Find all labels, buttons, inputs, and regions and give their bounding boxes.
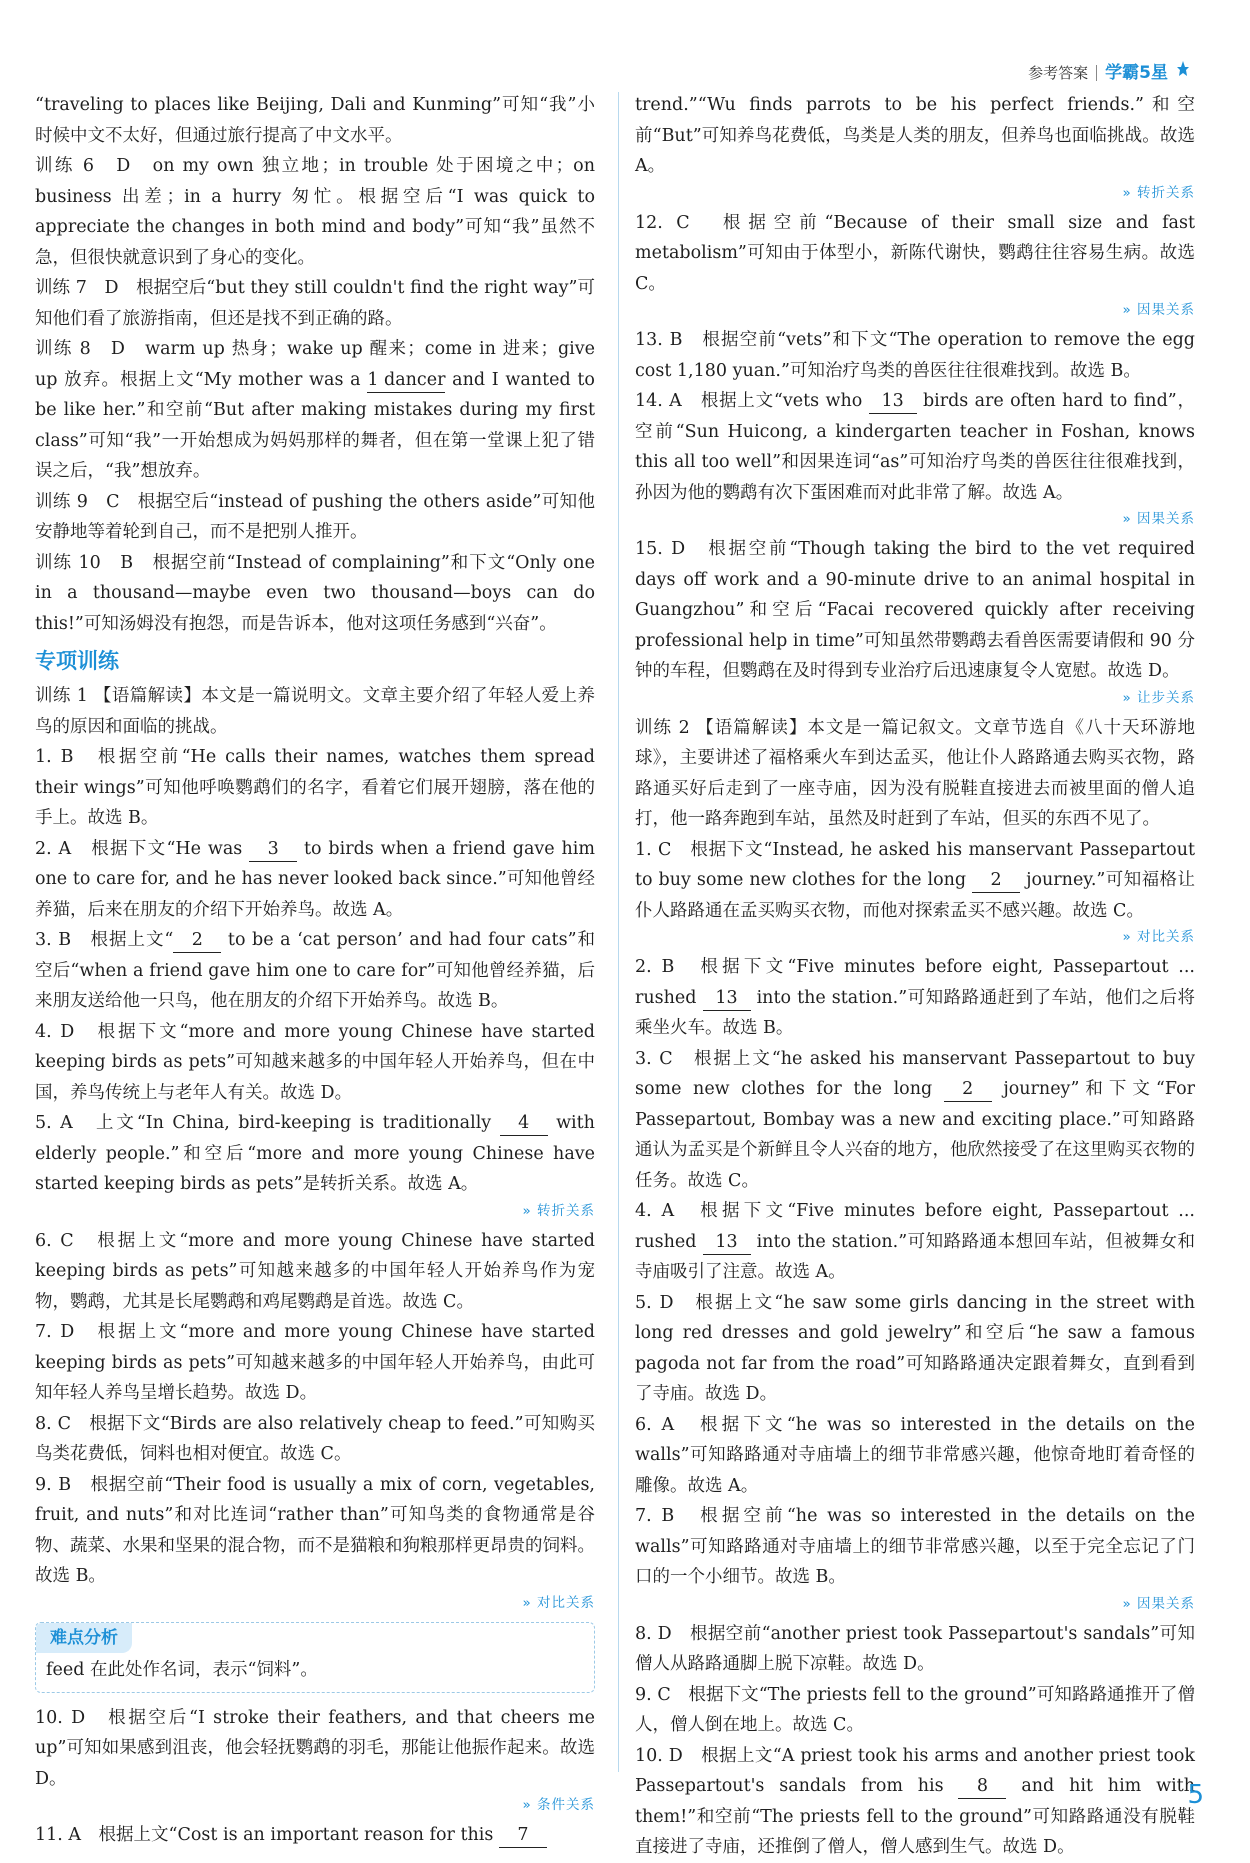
answer-item: 训练 7 D 根据空后“but they still couldn't find the right way”可知他们看了旅游指南，但还是找不到正确的路。 — [35, 278, 595, 329]
blank-reference: 13 — [869, 389, 917, 414]
relation-tag-text: 因果关系 — [1137, 511, 1195, 527]
blank-reference: 7 — [499, 1823, 547, 1848]
answer-item: 4. D 根据下文“more and more young Chinese have started keeping birds as pets”可知越来越多的中国年轻人开始养鸟，但在中国，养鸟传统上与老年人有关。故选 D。 — [35, 1021, 595, 1103]
right-column — [635, 90, 1195, 1863]
header-separator — [1096, 65, 1097, 81]
blank-reference: 2 — [972, 868, 1020, 893]
answer-item: 8. C 根据下文“Birds are also relatively cheap to feed.”可知购买鸟类花费低，饲料也相对便宜。故选 C。 — [35, 1413, 595, 1464]
answer-item: 训练 10 B 根据空前“Instead of complaining”和下文“Only one in a thousand—maybe even two thousand—boys can do this!”可知汤姆没有抱怨，而是告诉本，他对这项任务感到“兴奋”。 — [35, 552, 595, 634]
relation-tag-text: 让步关系 — [1137, 689, 1195, 706]
relation-tag: » 让步关系 — [1122, 689, 1195, 706]
answer-item: 训练 9 C 根据空后“instead of pushing the others aside”可知他安静地等着轮到自己，而不是把别人推开。 — [35, 491, 595, 542]
blank-reference: 1 dancer — [367, 368, 445, 393]
answer-item — [635, 1741, 1195, 1863]
answer-text: and hit him with them!”和空前“The priests fell to the ground”可知路路通没有脱鞋直接进了寺庙，还推倒了僧人，僧人感到生气。故选 D。 — [635, 1776, 1195, 1857]
relation-tag-text: 因果关系 — [1137, 1595, 1195, 1612]
answer-item — [635, 1196, 1195, 1288]
blank-reference: 3 — [249, 837, 297, 862]
answer-text: to be a ‘cat person’ and had four cats”和空后“when a friend gave him one to care for”可知他曾经养猫，后来朋友送给他一只鸟，他在朋友的介绍下开始养鸟。故选 B。 — [35, 930, 595, 1011]
answer-label: 参考答案 — [1028, 64, 1089, 82]
answer-item: 6. A 根据下文“he was so interested in the details on the walls”可知路路通对寺庙墙上的细节非常感兴趣，他惊奇地盯着奇怪的雕像。故选 A。 — [635, 1414, 1195, 1496]
relation-tag-text: 对比关系 — [1137, 929, 1195, 945]
answer-item: 9. C 根据下文“The priests fell to the ground”可知路路通推开了僧人，僧人倒在地上。故选 C。 — [635, 1684, 1195, 1735]
answer-text: 训练 8 D warm up 热身；wake up 醒来；come in 进来；give up 放弃。根据上文“My mother was a — [35, 339, 595, 390]
passage-summary: 训练 1 【语篇解读】本文是一篇说明文。文章主要介绍了年轻人爱上养鸟的原因和面临的挑战。 — [35, 686, 595, 737]
answer-item: 5. D 根据上文“he saw some girls dancing in the street with long red dresses and gold jewelry”和空后“he saw a famous pagoda not far from the road”可知路路通决定跟着舞女，直到看到了寺庙。故选 D。 — [635, 1292, 1195, 1404]
answer-text: 3. C 根据上文“he asked his manservant Passepartout to buy some new clothes for the long — [635, 1048, 1195, 1099]
relation-tag: » 对比关系 — [522, 1594, 595, 1611]
relation-tag: » 条件关系 — [522, 1797, 595, 1813]
answer-item: 12. C 根据空前“Because of their small size and fast metabolism”可知由于体型小，新陈代谢快，鹦鹉往往容易生病。故选 C。 — [635, 212, 1195, 294]
blank-reference: 13 — [703, 986, 751, 1011]
note-body: feed 在此处作名词，表示“饲料”。 — [46, 1660, 318, 1680]
answer-text: to birds when a friend gave him one to care for, and he has never looked back since.”可知他曾经养猫，后来在朋友的介绍下开始养鸟。故选 A。 — [35, 838, 595, 920]
passage-summary: 训练 2 【语篇解读】本文是一篇记叙文。文章节选自《八十天环游地球》，主要讲述了福格乘火车到达孟买，他让仆人路路通去购买衣物，路路通买好后走到了一座寺庙，因为没有脱鞋直接进去而被里面的僧人追打，他一路奔跑到车站，虽然及时赶到了车站，但买的东西不见了。 — [635, 717, 1195, 829]
answer-text: 1. C 根据下文“Instead, he asked his manservant Passepartout to buy some new clothes for the long — [635, 839, 1195, 890]
blank-reference: 2 — [173, 928, 221, 953]
answer-text: and I wanted to be like her.”和空前“But after making mistakes during my first class”可知“我”一开始想成为妈妈那样的舞者，但在第一堂课上犯了错误之后，“我”想放弃。 — [35, 369, 595, 481]
answer-item — [635, 835, 1195, 927]
answer-text: birds are often hard to find”，空前“Sun Huicong, a kindergarten teacher in Foshan, knows this all too well”和因果连词“as”可知治疗鸟类的兽医往往很难找到，孙因为他的鹦鹉有次下蛋困难而对此非常了解。故选 A。 — [635, 391, 1195, 503]
answer-item: 9. B 根据空前“Their food is usually a mix of corn, vegetables, fruit, and nuts”和对比连词“rather than”可知鸟类的食物通常是谷物、蔬菜、水果和坚果的混合物，而不是猫粮和狗粮那样更昂贵的饲料。故选 B。 — [35, 1474, 595, 1586]
answer-text: with elderly people.”和空后“more and more young Chinese have started keeping birds as pets”是转折关系。故选 A。 — [35, 1113, 595, 1194]
relation-tag: » 转折关系 — [522, 1202, 595, 1219]
answer-text: 11. A 根据上文“Cost is an important reason for this — [35, 1825, 494, 1845]
relation-tag-text: 对比关系 — [537, 1594, 595, 1611]
relation-tag: » 对比关系 — [1122, 929, 1195, 945]
answer-item: 8. D 根据空前“another priest took Passepartout's sandals”可知僧人从路路通脚上脱下凉鞋。故选 D。 — [635, 1623, 1195, 1674]
answer-text: 14. A 根据上文“vets who — [635, 391, 863, 411]
answer-item: 训练 6 D on my own 独立地；in trouble 处于困境之中；on business 出差；in a hurry 匆忙。根据空后“I was quick to appreciate the changes in both mind and body”可知“我”虽然不急，但很快就意识到了身心的变化。 — [35, 156, 595, 268]
relation-tag: » 转折关系 — [1122, 184, 1195, 201]
left-column — [35, 90, 595, 1851]
answer-text: 4. A 根据下文“Five minutes before eight, Passepartout ... rushed — [635, 1201, 1195, 1252]
relation-tag-text: 因果关系 — [1137, 302, 1195, 318]
answer-item — [35, 334, 595, 487]
blank-reference: 4 — [500, 1111, 548, 1136]
answer-item — [35, 834, 595, 926]
answer-text: into the station.”可知路路通赶到了车站，他们之后将乘坐火车。故选 B。 — [635, 987, 1195, 1038]
answer-item: 1. B 根据空前“He calls their names, watches them spread their wings”可知他呼唤鹦鹉们的名字，看着它们展开翅膀，落在他的手上。故选 B。 — [35, 747, 595, 828]
blank-reference: 13 — [703, 1230, 751, 1255]
relation-tag-text: 条件关系 — [537, 1797, 595, 1813]
paragraph: “traveling to places like Beijing, Dali and Kunming”可知“我”小时候中文不太好，但通过旅行提高了中文水平。 — [35, 95, 595, 146]
answer-item: trend.”“Wu finds parrots to be his perfect friends.”和空前“But”可知养鸟花费低，鸟类是人类的朋友，但养鸟也面临挑战。故选 A。 — [635, 95, 1195, 176]
answer-text: 3. B 根据上文“ — [35, 930, 174, 950]
answer-text: 10. D 根据上文“A priest took his arms and another priest took Passepartout's sandals from his — [635, 1745, 1195, 1796]
section-title: 专项训练 — [35, 649, 119, 673]
page-header — [1028, 58, 1190, 89]
answer-text: journey”和下文“For Passepartout, Bombay was a new and exciting place.”可知路路通认为孟买是个新鲜且令人兴奋的地方，他欣然接受了在这里购买衣物的任务。故选 C。 — [635, 1079, 1195, 1191]
answer-item — [635, 1044, 1195, 1197]
answer-text: 5. A 上文“In China, bird-keeping is traditionally — [35, 1113, 492, 1133]
relation-tag-text: 转折关系 — [1137, 184, 1195, 201]
answer-item: 10. D 根据空后“I stroke their feathers, and that cheers me up”可知如果感到沮丧，他会轻抚鹦鹉的羽毛，那能让他振作起来。故选 D。 — [35, 1707, 595, 1789]
relation-tag: » 因果关系 — [1122, 1595, 1195, 1612]
answer-text: 2. A 根据下文“He was — [35, 838, 243, 859]
answer-text: journey.”可知福格让仆人路路通在孟买购买衣物，而他对探索孟买不感兴趣。故选 C。 — [635, 870, 1195, 921]
star-badge-icon — [1176, 58, 1190, 89]
answer-item: 7. D 根据上文“more and more young Chinese have started keeping birds as pets”可知越来越多的中国年轻人开始养鸟，由此可知年轻人养鸟呈增长趋势。故选 D。 — [35, 1322, 595, 1403]
answer-text: into the station.”可知路路通本想回车站，但被舞女和寺庙吸引了注意。故选 A。 — [635, 1231, 1195, 1282]
difficulty-note — [35, 1622, 595, 1693]
answer-item: 15. D 根据空前“Though taking the bird to the vet required days off work and a 90-minute drive to an animal hospital in Guangzhou”和空后“Facai recovered quickly after receiving professional help in time”可知虽然带鹦鹉去看兽医需要请假和 90 分钟的车程，但鹦鹉在及时得到专业治疗后迅速康复令人宽慰。故选 D。 — [635, 539, 1195, 681]
answer-item — [635, 386, 1195, 508]
relation-tag: » 因果关系 — [1122, 511, 1195, 527]
relation-tag: » 因果关系 — [1122, 302, 1195, 318]
answer-item: 13. B 根据空前“vets”和下文“The operation to remove the egg cost 1,180 yuan.”可知治疗鸟类的兽医往往很难找到。故选 B。 — [635, 330, 1195, 381]
blank-reference: 8 — [958, 1774, 1006, 1799]
answer-item: 7. B 根据空前“he was so interested in the details on the walls”可知路路通对寺庙墙上的细节非常感兴趣，以至于完全忘记了门口的一个小细节。故选 B。 — [635, 1506, 1195, 1587]
blank-reference: 2 — [944, 1077, 992, 1102]
page-number: 5 — [1187, 1779, 1204, 1810]
answer-item — [35, 1108, 595, 1200]
column-divider — [618, 92, 619, 1772]
brand-name: 学霸5星 — [1105, 63, 1168, 83]
answer-item: 6. C 根据上文“more and more young Chinese have started keeping birds as pets”可知越来越多的中国年轻人开始养鸟作为宠物，鹦鹉，尤其是长尾鹦鹉和鸡尾鹦鹉是首选。故选 C。 — [35, 1230, 595, 1312]
answer-item — [35, 925, 595, 1017]
answer-item — [35, 1820, 595, 1851]
answer-text: 2. B 根据下文“Five minutes before eight, Passepartout ... rushed — [635, 957, 1195, 1008]
answer-item — [635, 952, 1195, 1044]
note-title: 难点分析 — [36, 1623, 132, 1653]
relation-tag-text: 转折关系 — [537, 1202, 595, 1219]
